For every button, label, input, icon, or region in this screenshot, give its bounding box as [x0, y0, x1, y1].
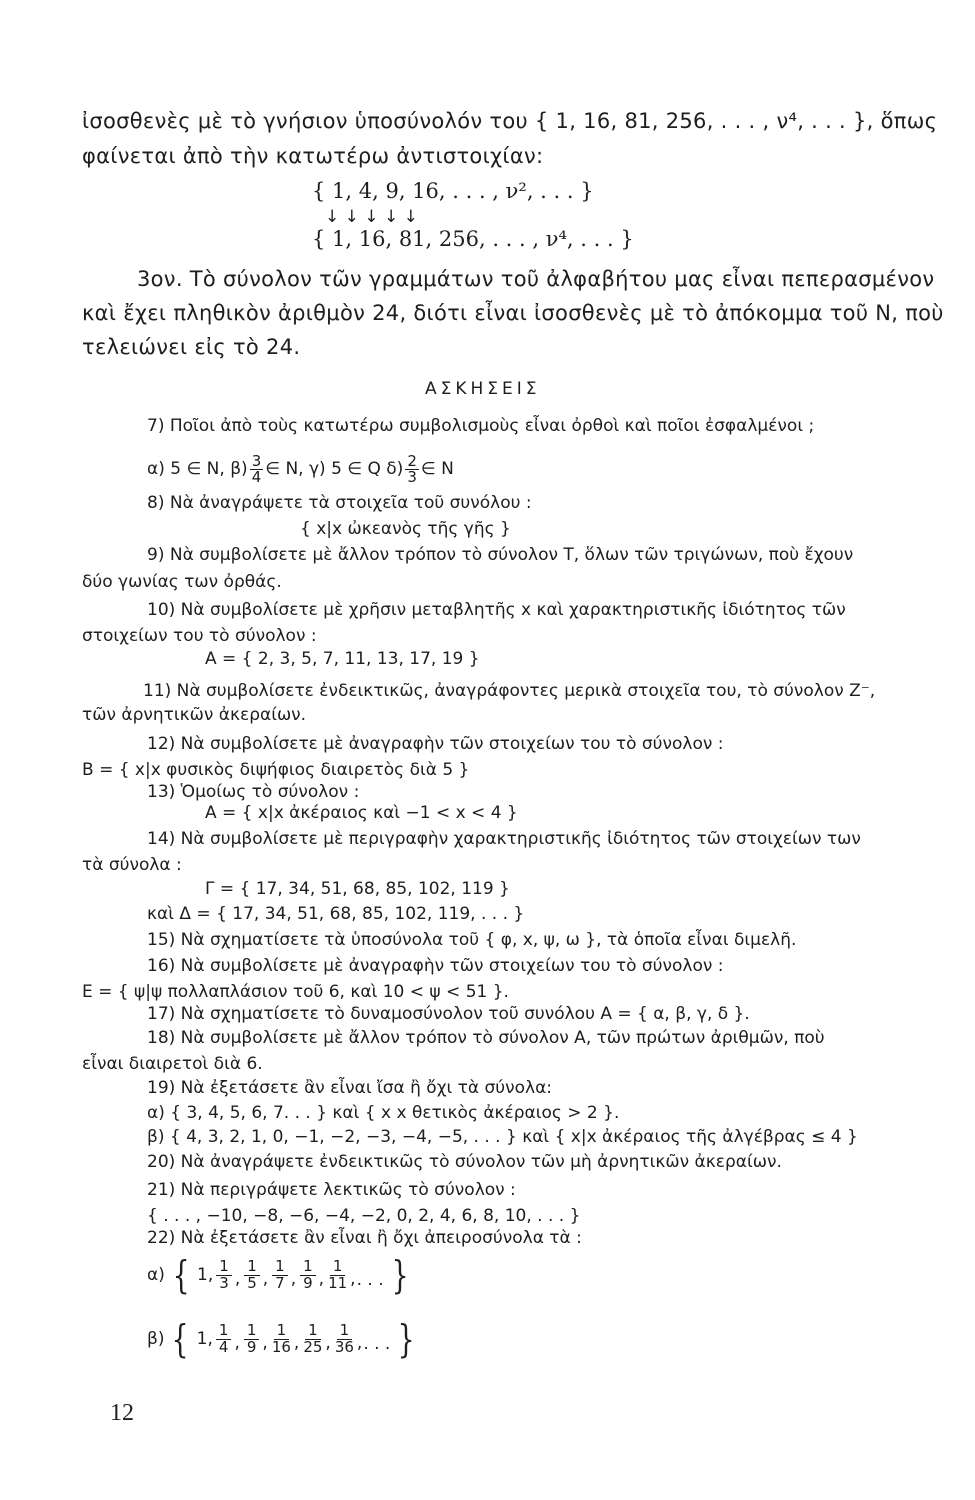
- comma-separator: ,: [262, 1269, 269, 1289]
- intro-line-2: φαίνεται ἀπὸ τὴν κατωτέρω ἀντιστοιχίαν:: [82, 144, 544, 168]
- fraction-denominator: 9: [303, 1273, 313, 1292]
- exercises-heading: ΑΣΚΗΣΕΙΣ: [425, 379, 541, 399]
- ex22-set-b-tail: . . .: [363, 1334, 391, 1354]
- ex19-line-1: 19) Νὰ ἐξετάσετε ἂν εἶναι ἴσα ἢ ὄχι τὰ σύνολα:: [147, 1078, 553, 1098]
- ex10-line-2: στοιχείων του τὸ σύνολον :: [82, 626, 317, 646]
- para3-line-3: τελειώνει εἰς τὸ 24.: [82, 335, 301, 359]
- fraction-numerator: 1: [337, 1323, 353, 1340]
- fraction: [303, 1320, 323, 1356]
- ex11-line-1: 11) Νὰ συμβολίσετε ἐνδεικτικῶς, ἀναγράφοντες μερικὰ στοιχεῖα του, τὸ σύνολον Ζ⁻,: [143, 681, 876, 701]
- intro-line-1: ἰσοσθενὲς μὲ τὸ γνήσιον ὑποσύνολόν του { 1, 16, 81, 256, . . . , ν⁴, . . . }, ὅπως: [82, 109, 938, 133]
- fraction-denominator: 7: [275, 1273, 285, 1292]
- ex22-set-a: [147, 1253, 412, 1297]
- fraction: [244, 1256, 260, 1292]
- ex9-line-1: 9) Νὰ συμβολίσετε μὲ ἄλλον τρόπον τὸ σύνολον Τ, ὅλων τῶν τριγώνων, ποὺ ἔχουν: [147, 545, 854, 565]
- fraction-numerator: 1: [330, 1259, 346, 1276]
- ex17-line-1: 17) Νὰ σχηματίσετε τὸ δυναμοσύνολον τοῦ συνόλου Α = { α, β, γ, δ }.: [147, 1004, 750, 1024]
- fraction: [244, 1320, 260, 1356]
- ex11-line-2: τῶν ἀρνητικῶν ἀκεραίων.: [82, 705, 307, 725]
- ex7-options: [147, 454, 454, 485]
- ex20-line-1: 20) Νὰ ἀναγράψετε ἐνδεικτικῶς τὸ σύνολον τῶν μὴ ἀρνητικῶν ἀκεραίων.: [147, 1152, 782, 1172]
- fraction: [216, 1320, 232, 1356]
- fraction-numerator: 1: [274, 1323, 290, 1340]
- fraction-3-4: [250, 454, 264, 485]
- ex12-set: Β = { x|x φυσικὸς διψήφιος διαιρετὸς διὰ 5 }: [82, 760, 470, 780]
- fraction-2-3: [405, 454, 419, 485]
- right-brace: }: [397, 1317, 415, 1361]
- ex14-set-delta: καὶ Δ = { 17, 34, 51, 68, 85, 102, 119, . . . }: [147, 904, 525, 924]
- comma-separator: ,: [290, 1269, 297, 1289]
- ex22-set-b-first: 1,: [196, 1329, 213, 1349]
- fraction-numerator: 3: [251, 452, 262, 470]
- ex13-line-1: 13) Ὁμοίως τὸ σύνολον :: [147, 782, 360, 802]
- ex19-option-b: β) { 4, 3, 2, 1, 0, −1, −2, −3, −4, −5, . . . } καὶ { x|x ἀκέραιος τῆς ἀλγέβρας ≤ 4 }: [147, 1127, 858, 1147]
- ex22-set-a-tail: . . .: [356, 1270, 384, 1290]
- fraction: [300, 1256, 316, 1292]
- fraction-numerator: 1: [244, 1323, 260, 1340]
- fraction-numerator: 1: [305, 1323, 321, 1340]
- ex14-line-1: 14) Νὰ συμβολίσετε μὲ περιγραφὴν χαρακτηριστικῆς ἰδιότητος τῶν στοιχείων των: [147, 829, 861, 849]
- ex18-line-2: εἶναι διαιρετοὶ διὰ 6.: [82, 1054, 263, 1074]
- left-brace: {: [172, 1253, 190, 1297]
- ex16-set: Ε = { ψ|ψ πολλαπλάσιον τοῦ 6, καὶ 10 < ψ < 51 }.: [82, 982, 509, 1002]
- comma-separator: ,: [350, 1269, 356, 1289]
- fraction: [334, 1320, 354, 1356]
- para3-line-2: καὶ ἔχει πληθικὸν ἀριθμὸν 24, διότι εἶναι ἰσοσθενὲς μὲ τὸ ἀπόκομμα τοῦ Ν, ποὺ: [82, 301, 944, 325]
- fraction-denominator: 16: [271, 1337, 291, 1356]
- fraction-numerator: 1: [216, 1259, 232, 1276]
- para3-line-1: 3ον. Τὸ σύνολον τῶν γραμμάτων τοῦ ἀλφαβήτου μας εἶναι πεπερασμένον: [137, 267, 935, 291]
- fraction-numerator: 1: [216, 1323, 232, 1340]
- ex14-line-2: τὰ σύνολα :: [82, 855, 182, 875]
- fraction: [328, 1256, 348, 1292]
- ex13-set: Α = { x|x ἀκέραιος καὶ −1 < x < 4 }: [205, 803, 518, 823]
- comma-separator: ,: [262, 1333, 268, 1353]
- comma-separator: ,: [234, 1269, 241, 1289]
- fraction-numerator: 1: [244, 1259, 260, 1276]
- ex7-line-1: 7) Ποῖοι ἀπὸ τοὺς κατωτέρω συμβολισμοὺς εἶναι ὀρθοὶ καὶ ποῖοι ἐσφαλμένοι ;: [147, 416, 815, 436]
- fraction-denominator: 4: [251, 468, 262, 486]
- set-squares: { 1, 4, 9, 16, . . . , ν², . . . }: [312, 179, 594, 203]
- ex10-set: Α = { 2, 3, 5, 7, 11, 13, 17, 19 }: [205, 649, 480, 669]
- ex8-set: { x|x ὠκεανὸς τῆς γῆς }: [300, 519, 511, 539]
- right-brace: }: [391, 1253, 409, 1297]
- comma-separator: ,: [356, 1333, 363, 1353]
- fraction: [216, 1256, 232, 1292]
- set-fourth-powers: { 1, 16, 81, 256, . . . , ν⁴, . . . }: [312, 227, 634, 251]
- fraction: [272, 1256, 288, 1292]
- comma-separator: ,: [293, 1333, 300, 1353]
- ex22-set-a-fractions: [213, 1256, 356, 1292]
- ex14-set-gamma: Γ = { 17, 34, 51, 68, 85, 102, 119 }: [205, 879, 510, 899]
- ex8-line-1: 8) Νὰ ἀναγράψετε τὰ στοιχεῖα τοῦ συνόλου :: [147, 493, 532, 513]
- ex15-line-1: 15) Νὰ σχηματίσετε τὰ ὑποσύνολα τοῦ { φ, x, ψ, ω }, τὰ ὁποῖα εἶναι διμελῆ.: [147, 930, 797, 950]
- ex21-line-1: 21) Νὰ περιγράψετε λεκτικῶς τὸ σύνολον :: [147, 1180, 516, 1200]
- ex21-set: { . . . , −10, −8, −6, −4, −2, 0, 2, 4, 6, 8, 10, . . . }: [147, 1206, 581, 1226]
- ex22-set-a-label: α): [147, 1265, 165, 1285]
- ex12-line-1: 12) Νὰ συμβολίσετε μὲ ἀναγραφὴν τῶν στοιχείων του τὸ σύνολον :: [147, 734, 724, 754]
- ex22-set-b-fractions: [213, 1320, 363, 1356]
- ex22-set-b-label: β): [147, 1329, 165, 1349]
- comma-separator: ,: [325, 1333, 331, 1353]
- correspondence-arrows: ↓ ↓ ↓ ↓ ↓: [325, 207, 418, 227]
- comma-separator: ,: [318, 1269, 325, 1289]
- ex22-set-a-first: 1,: [197, 1265, 214, 1285]
- fraction-denominator: 4: [218, 1337, 229, 1356]
- comma-separator: ,: [234, 1333, 240, 1353]
- ex22-line-1: 22) Νὰ ἐξετάσετε ἂν εἶναι ἢ ὄχι ἀπειροσύνολα τὰ :: [147, 1228, 582, 1248]
- ex18-line-1: 18) Νὰ συμβολίσετε μὲ ἄλλον τρόπον τὸ σύνολον Α, τῶν πρώτων ἀριθμῶν, ποὺ: [147, 1028, 825, 1048]
- ex22-set-b: [147, 1317, 419, 1361]
- fraction-denominator: 25: [303, 1337, 323, 1356]
- ex16-line-1: 16) Νὰ συμβολίσετε μὲ ἀναγραφὴν τῶν στοιχείων του τὸ σύνολον :: [147, 956, 724, 976]
- fraction-numerator: 1: [300, 1259, 316, 1276]
- fraction-denominator: 36: [334, 1337, 354, 1356]
- ex9-line-2: δύο γωνίας των ὀρθάς.: [82, 572, 282, 592]
- ex7-option-b-tail: ∈ Ν, γ) 5 ∈ Q δ): [265, 459, 404, 480]
- fraction-denominator: 9: [246, 1337, 257, 1356]
- fraction-denominator: 3: [219, 1273, 229, 1292]
- fraction: [271, 1320, 291, 1356]
- ex10-line-1: 10) Νὰ συμβολίσετε μὲ χρῆσιν μεταβλητῆς x καὶ χαρακτηριστικῆς ἰδιότητος τῶν: [147, 600, 846, 620]
- page-number: 12: [110, 1400, 134, 1426]
- fraction-denominator: 5: [247, 1273, 257, 1292]
- fraction-denominator: 3: [407, 468, 417, 486]
- ex19-option-a: α) { 3, 4, 5, 6, 7. . . } καὶ { x x θετικὸς ἀκέραιος > 2 }.: [147, 1103, 620, 1123]
- fraction-numerator: 2: [407, 452, 417, 470]
- left-brace: {: [172, 1317, 190, 1361]
- ex7-option-a: α) 5 ∈ Ν, β): [147, 459, 248, 480]
- fraction-denominator: 11: [328, 1273, 348, 1292]
- fraction-numerator: 1: [272, 1259, 288, 1276]
- ex7-option-d-tail: ∈ Ν: [420, 459, 454, 480]
